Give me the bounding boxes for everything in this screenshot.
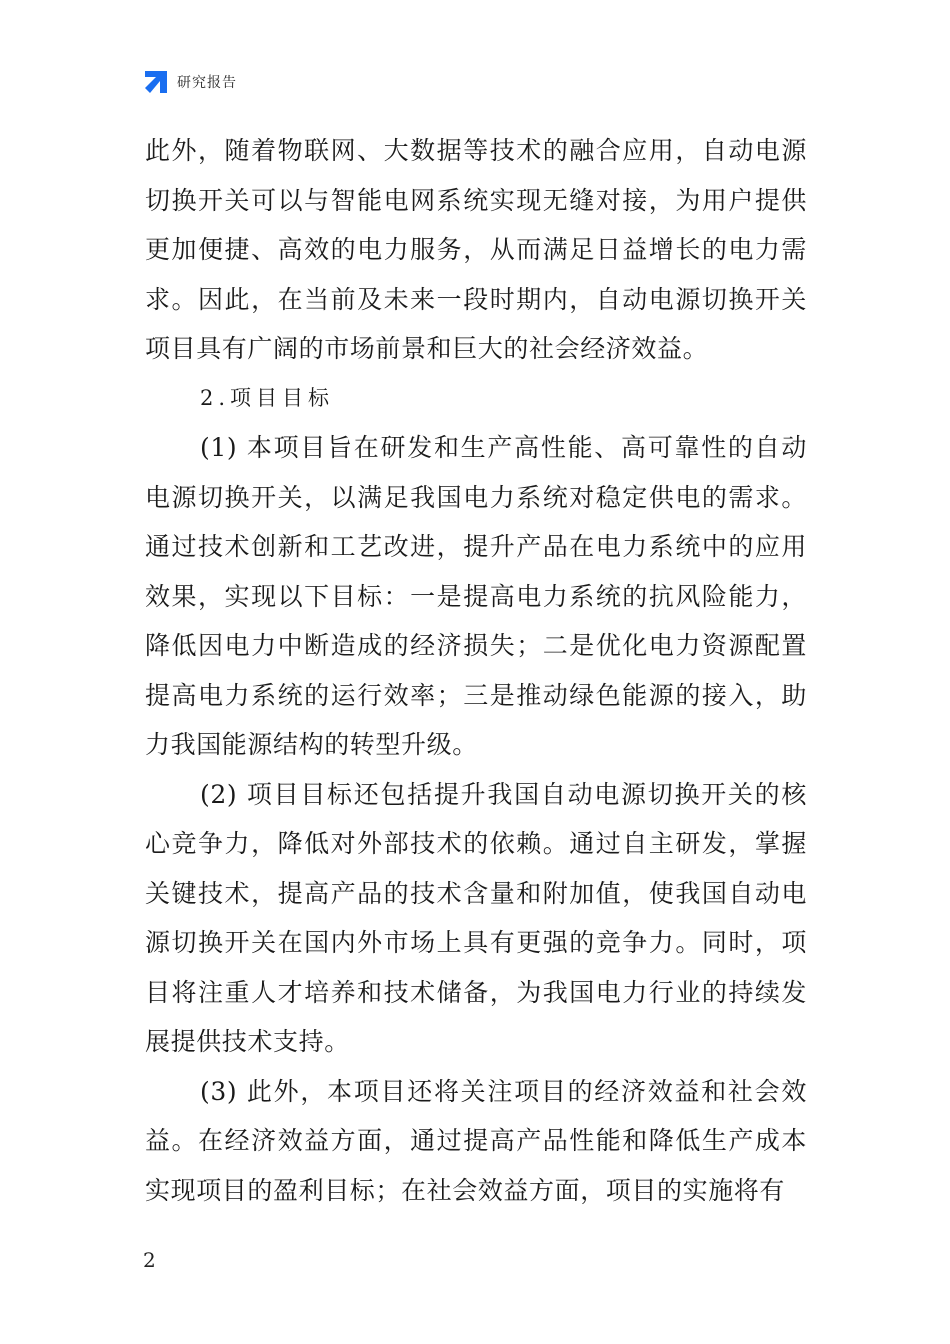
page-header: [143, 68, 237, 96]
arrow-logo-icon: [143, 69, 169, 95]
document-body: [145, 126, 807, 1215]
section-heading: 2.项目目标: [200, 385, 335, 410]
intro-paragraph: 此外，随着物联网、大数据等技术的融合应用，自动电源切换开关可以与智能电网系统实现无缝对接，为用户提供更加便捷、高效的电力服务，从而满足日益增长的电力需求。因此，在当前及未来一段时期内，自动电源切换开关项目具有广阔的市场前景和巨大的社会经济效益。: [145, 136, 807, 363]
paragraph-1: (1) 本项目旨在研发和生产高性能、高可靠性的自动电源切换开关，以满足我国电力系统对稳定供电的需求。通过技术创新和工艺改进，提升产品在电力系统中的应用效果，实现以下目标：一是提高电力系统的抗风险能力，降低因电力中断造成的经济损失；二是优化电力资源配置提高电力系统的运行效率；三是推动绿色能源的接入，助力我国能源结构的转型升级。: [145, 433, 807, 759]
header-title: 研究报告: [177, 75, 237, 91]
page-number: 2: [143, 1248, 156, 1272]
paragraph-2: (2) 项目目标还包括提升我国自动电源切换开关的核心竞争力，降低对外部技术的依赖。通过自主研发，掌握关键技术，提高产品的技术含量和附加值，使我国自动电源切换开关在国内外市场上具有更强的竞争力。同时，项目将注重人才培养和技术储备，为我国电力行业的持续发展提供技术支持。: [145, 779, 807, 1056]
paragraph-3: (3) 此外，本项目还将关注项目的经济效益和社会效益。在经济效益方面，通过提高产品性能和降低生产成本实现项目的盈利目标；在社会效益方面，项目的实施将有: [145, 1076, 807, 1205]
